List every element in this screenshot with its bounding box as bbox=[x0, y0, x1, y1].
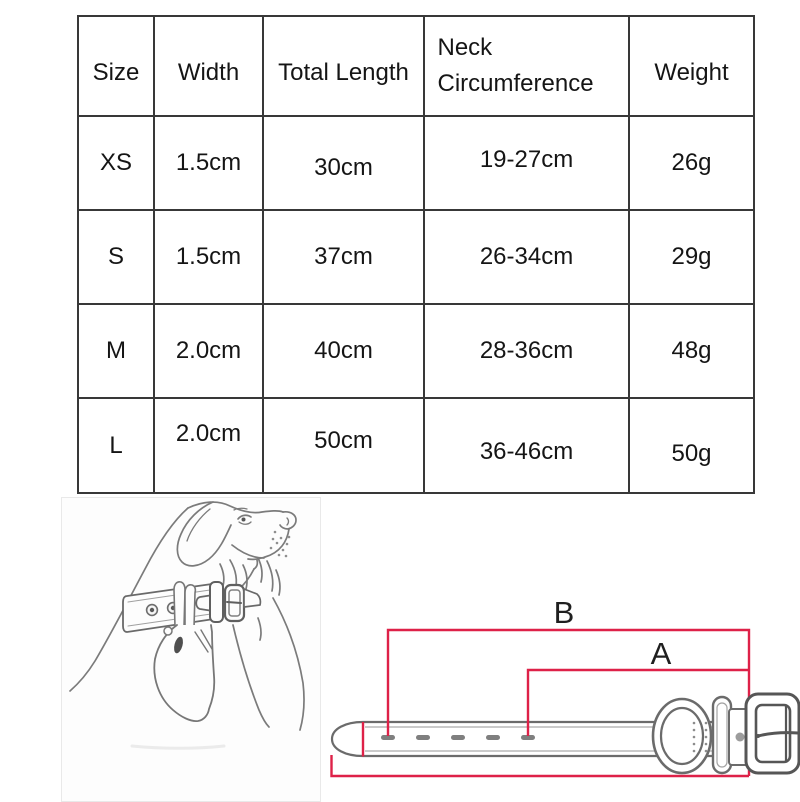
fur-stroke bbox=[258, 558, 262, 582]
collar-grommet-hole bbox=[150, 608, 154, 612]
cell-xs-weight: 26g bbox=[629, 116, 754, 210]
table-row-xs bbox=[78, 116, 754, 210]
cell-xs-width: 1.5cm bbox=[154, 116, 263, 210]
fur-stroke bbox=[267, 561, 273, 591]
cell-m-size: M bbox=[78, 304, 154, 398]
dog-chin bbox=[254, 560, 257, 569]
dog-collar-fit-illustration bbox=[61, 497, 321, 802]
cell-s-width: 1.5cm bbox=[154, 210, 263, 304]
buckle-prong-hinge bbox=[756, 734, 760, 738]
cell-s-total-length: 37cm bbox=[263, 210, 424, 304]
cell-m-width: 2.0cm bbox=[154, 304, 263, 398]
collar-measurement-diagram bbox=[325, 585, 800, 800]
label-measurement-a: A bbox=[650, 636, 672, 671]
header-total-length: Total Length bbox=[263, 16, 424, 116]
collar-keeper bbox=[210, 582, 223, 622]
cell-s-neck: 26-34cm bbox=[424, 210, 629, 304]
table-row-m bbox=[78, 304, 754, 398]
cell-m-total-length: 40cm bbox=[263, 304, 424, 398]
header-width: Width bbox=[154, 16, 263, 116]
dog-eye-lower bbox=[239, 522, 251, 524]
dog-chest-inner bbox=[233, 625, 269, 727]
size-chart-table bbox=[77, 15, 755, 494]
cell-l-size: L bbox=[78, 398, 154, 493]
label-measurement-b: B bbox=[553, 595, 575, 630]
cell-xs-size: XS bbox=[78, 116, 154, 210]
cell-s-weight: 29g bbox=[629, 210, 754, 304]
strap-end-hole bbox=[736, 733, 745, 742]
header-row bbox=[78, 16, 754, 116]
dog-cheek-line bbox=[232, 545, 264, 558]
header-size: Size bbox=[78, 16, 154, 116]
header-weight: Weight bbox=[629, 16, 754, 116]
dog-eye-pupil bbox=[242, 518, 246, 522]
cell-l-width: 2.0cm bbox=[154, 398, 263, 493]
table-row-l bbox=[78, 398, 754, 493]
dog-ear-inner bbox=[187, 509, 210, 541]
cell-s-size: S bbox=[78, 210, 154, 304]
collar-band-right bbox=[244, 589, 260, 607]
header-neck-circumference: Neck Circumference bbox=[424, 16, 629, 116]
thumb-knuckle bbox=[164, 627, 172, 635]
dog-nostril bbox=[287, 518, 289, 525]
cell-m-weight: 48g bbox=[629, 304, 754, 398]
table-row-s bbox=[78, 210, 754, 304]
cell-l-total-length: 50cm bbox=[263, 398, 424, 493]
hand-finger bbox=[174, 582, 185, 627]
hand-outline bbox=[154, 625, 214, 721]
cell-l-weight: 50g bbox=[629, 398, 754, 493]
cell-xs-total-length: 30cm bbox=[263, 116, 424, 210]
collar-buckle-prong bbox=[227, 602, 241, 603]
cell-l-neck: 36-46cm bbox=[424, 398, 629, 493]
cell-xs-neck: 19-27cm bbox=[424, 116, 629, 210]
fur-stroke bbox=[258, 618, 261, 640]
cell-m-neck: 28-36cm bbox=[424, 304, 629, 398]
fur-stroke bbox=[276, 570, 280, 595]
collar-diagram-drawing bbox=[325, 585, 800, 800]
dog-chest-outer bbox=[273, 598, 304, 730]
dog-ear bbox=[177, 502, 231, 566]
dog-drawing bbox=[62, 498, 320, 801]
ground-shadow bbox=[132, 746, 224, 748]
hand-finger bbox=[185, 585, 195, 628]
